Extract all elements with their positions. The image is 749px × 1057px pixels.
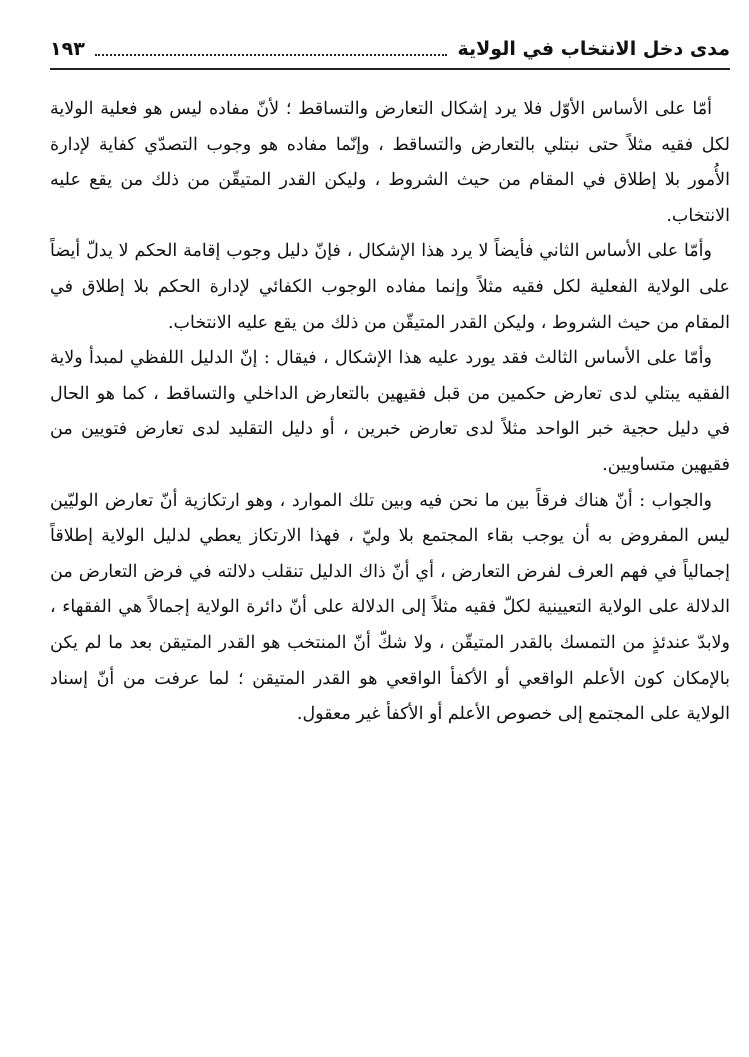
paragraph-3: وأمّا على الأساس الثالث فقد يورد عليه هذا الإشكال ، فيقال : إنّ الدليل اللفظي لمبدأ ولاية الفقيه يبتلي لدى تعارض حكمين من قبل فقيهين بالتعارض الداخلي والتساقط ، كما هو الحال في دليل حجية خبر الواحد مثلاً لدى تعارض خبرين ، أو دليل التقليد لدى تعارض فتويين من فقيهين متساويين. — [50, 348, 730, 475]
page-header — [50, 22, 730, 62]
header-rule — [50, 68, 730, 70]
paragraph-4: والجواب : أنّ هناك فرقاً بين ما نحن فيه وبين تلك الموارد ، وهو ارتكازية أنّ تعارض الوليّين ليس المفروض به أن يوجب بقاء المجتمع بلا وليّ ، فهذا الارتكاز يعطي لدليل الولاية إطلاقاً إجمالياً في فهم العرف لفرض التعارض ، أي أنّ ذاك الدليل تنقلب دلالته في فرض التعارض من الدلالة على الولاية التعيينية لكلّ فقيه مثلاً إلى الدلالة على أنّ دائرة الولاية إجمالاً هي الفقهاء ، ولابدّ عندئذٍ من التمسك بالقدر المتيقّن ، ولا شكّ أنّ المنتخب هو القدر المتيقن بعد ما لم يكن بالإمكان كون الأعلم الواقعي أو الأكفأ الواقعي هو القدر المتيقن ؛ لما عرفت من أنّ إسناد الولاية على المجتمع إلى خصوص الأعلم أو الأكفأ غير معقول. — [50, 490, 730, 725]
paragraph-1: أمّا على الأساس الأوّل فلا يرد إشكال التعارض والتساقط ؛ لأنّ مفاده ليس هو فعلية الولاية لكل فقيه مثلاً حتى نبتلي بالتعارض والتساقط ، وإنّما مفاده هو وجوب التصدّي كفاية لإدارة الأُمور بلا إطلاق في المقام من حيث الشروط ، وليكن القدر المتيقّن من ذلك من يقع عليه الانتخاب. — [50, 99, 730, 226]
book-page — [50, 22, 730, 1032]
paragraph-2: وأمّا على الأساس الثاني فأيضاً لا يرد هذا الإشكال ، فإنّ دليل وجوب إقامة الحكم لا يدلّ أيضاً على الولاية الفعلية لكل فقيه مثلاً وإنما مفاده الوجوب الكفائي لإدارة الحكم بلا إطلاق في المقام من حيث الشروط ، وليكن القدر المتيقّن من ذلك من يقع عليه الانتخاب. — [50, 241, 730, 333]
page-number: ١٩٣ — [50, 38, 85, 60]
running-title: مدى دخل الانتخاب في الولاية — [457, 38, 730, 60]
dotted-leader — [95, 53, 448, 56]
body-text — [50, 92, 730, 733]
